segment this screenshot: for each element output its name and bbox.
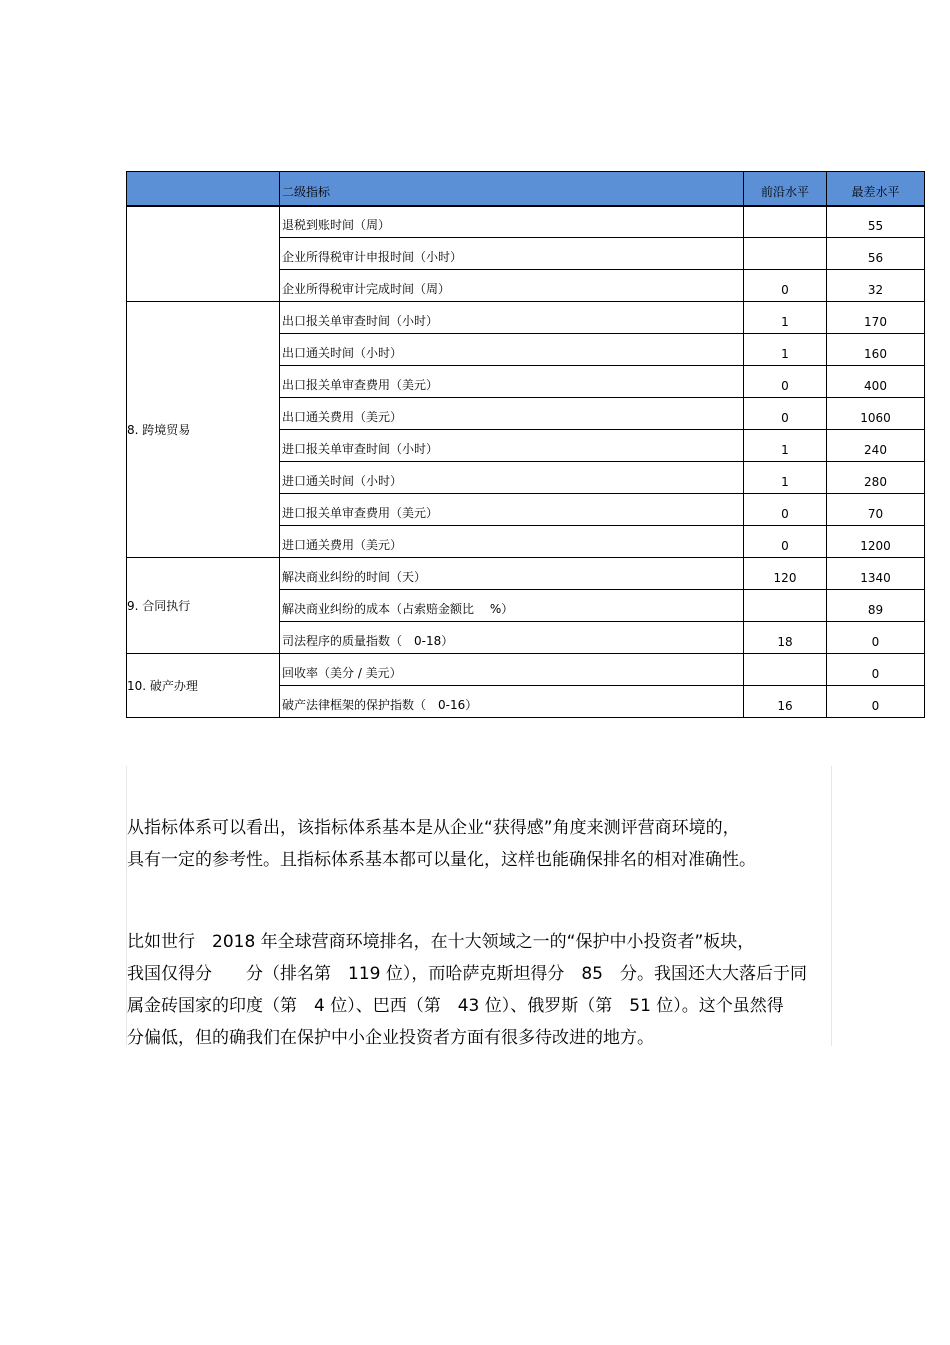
frontier-cell: 0 — [744, 398, 827, 430]
text-section — [126, 766, 832, 1046]
paragraph — [127, 926, 833, 1054]
indicator-cell: 回收率（美分 / 美元） — [280, 654, 744, 686]
category-cell: 9. 合同执行 — [127, 558, 280, 654]
paragraph-line: 分偏低，但的确我们在保护中小企业投资者方面有很多待改进的地方。 — [127, 1028, 654, 1048]
table-row — [127, 654, 925, 686]
worst-cell: 56 — [827, 238, 925, 270]
worst-cell: 400 — [827, 366, 925, 398]
worst-cell: 32 — [827, 270, 925, 302]
indicator-cell: 出口通关费用（美元） — [280, 398, 744, 430]
indicator-cell: 进口通关时间（小时） — [280, 462, 744, 494]
indicator-cell: 出口报关单审查时间（小时） — [280, 302, 744, 334]
worst-cell: 1340 — [827, 558, 925, 590]
indicator-cell: 司法程序的质量指数（ 0-18） — [280, 622, 744, 654]
indicator-cell: 出口通关时间（小时） — [280, 334, 744, 366]
frontier-cell — [744, 654, 827, 686]
worst-cell: 0 — [827, 686, 925, 718]
frontier-cell — [744, 206, 827, 238]
table-row — [127, 206, 925, 238]
paragraph-line: 属金砖国家的印度（第 4 位）、巴西（第 43 位）、俄罗斯（第 51 位）。这个虽然得 — [127, 996, 784, 1016]
worst-cell: 1060 — [827, 398, 925, 430]
indicator-cell: 进口通关费用（美元） — [280, 526, 744, 558]
indicator-cell: 出口报关单审查费用（美元） — [280, 366, 744, 398]
frontier-cell: 18 — [744, 622, 827, 654]
table-row — [127, 302, 925, 334]
table-header-row — [127, 172, 925, 206]
indicator-cell: 进口报关单审查时间（小时） — [280, 430, 744, 462]
frontier-cell: 0 — [744, 494, 827, 526]
paragraph — [127, 812, 833, 876]
indicator-cell: 进口报关单审查费用（美元） — [280, 494, 744, 526]
frontier-cell: 16 — [744, 686, 827, 718]
header-worst: 最差水平 — [827, 172, 925, 206]
frontier-cell: 1 — [744, 334, 827, 366]
worst-cell: 170 — [827, 302, 925, 334]
paragraph-line: 从指标体系可以看出，该指标体系基本是从企业“获得感”角度来测评营商环境的， — [127, 818, 740, 838]
paragraph-line: 比如世行 2018 年全球营商环境排名，在十大领域之一的“保护中小投资者”板块， — [127, 932, 755, 952]
frontier-cell: 0 — [744, 270, 827, 302]
frontier-cell: 1 — [744, 462, 827, 494]
frontier-cell — [744, 590, 827, 622]
indicator-cell: 退税到账时间（周） — [280, 206, 744, 238]
frontier-cell — [744, 238, 827, 270]
paragraph-line: 我国仅得分 分（排名第 119 位），而哈萨克斯坦得分 85 分。我国还大大落后于同 — [127, 964, 807, 984]
indicator-cell: 解决商业纠纷的成本（占索赔金额比 %） — [280, 590, 744, 622]
worst-cell: 280 — [827, 462, 925, 494]
category-cell: 8. 跨境贸易 — [127, 302, 280, 558]
worst-cell: 1200 — [827, 526, 925, 558]
indicator-cell: 企业所得税审计完成时间（周） — [280, 270, 744, 302]
frontier-cell: 1 — [744, 302, 827, 334]
frontier-cell: 120 — [744, 558, 827, 590]
header-frontier: 前沿水平 — [744, 172, 827, 206]
table-row — [127, 558, 925, 590]
header-category — [127, 172, 280, 206]
worst-cell: 70 — [827, 494, 925, 526]
indicator-cell: 解决商业纠纷的时间（天） — [280, 558, 744, 590]
worst-cell: 55 — [827, 206, 925, 238]
category-cell: 10. 破产办理 — [127, 654, 280, 718]
worst-cell: 240 — [827, 430, 925, 462]
header-indicator: 二级指标 — [280, 172, 744, 206]
paragraph-line: 具有一定的参考性。且指标体系基本都可以量化，这样也能确保排名的相对准确性。 — [127, 850, 756, 870]
worst-cell: 160 — [827, 334, 925, 366]
indicator-cell: 企业所得税审计申报时间（小时） — [280, 238, 744, 270]
frontier-cell: 0 — [744, 526, 827, 558]
worst-cell: 89 — [827, 590, 925, 622]
worst-cell: 0 — [827, 622, 925, 654]
indicator-cell: 破产法律框架的保护指数（ 0-16） — [280, 686, 744, 718]
category-cell — [127, 206, 280, 302]
indicator-table — [126, 171, 925, 718]
worst-cell: 0 — [827, 654, 925, 686]
frontier-cell: 1 — [744, 430, 827, 462]
frontier-cell: 0 — [744, 366, 827, 398]
